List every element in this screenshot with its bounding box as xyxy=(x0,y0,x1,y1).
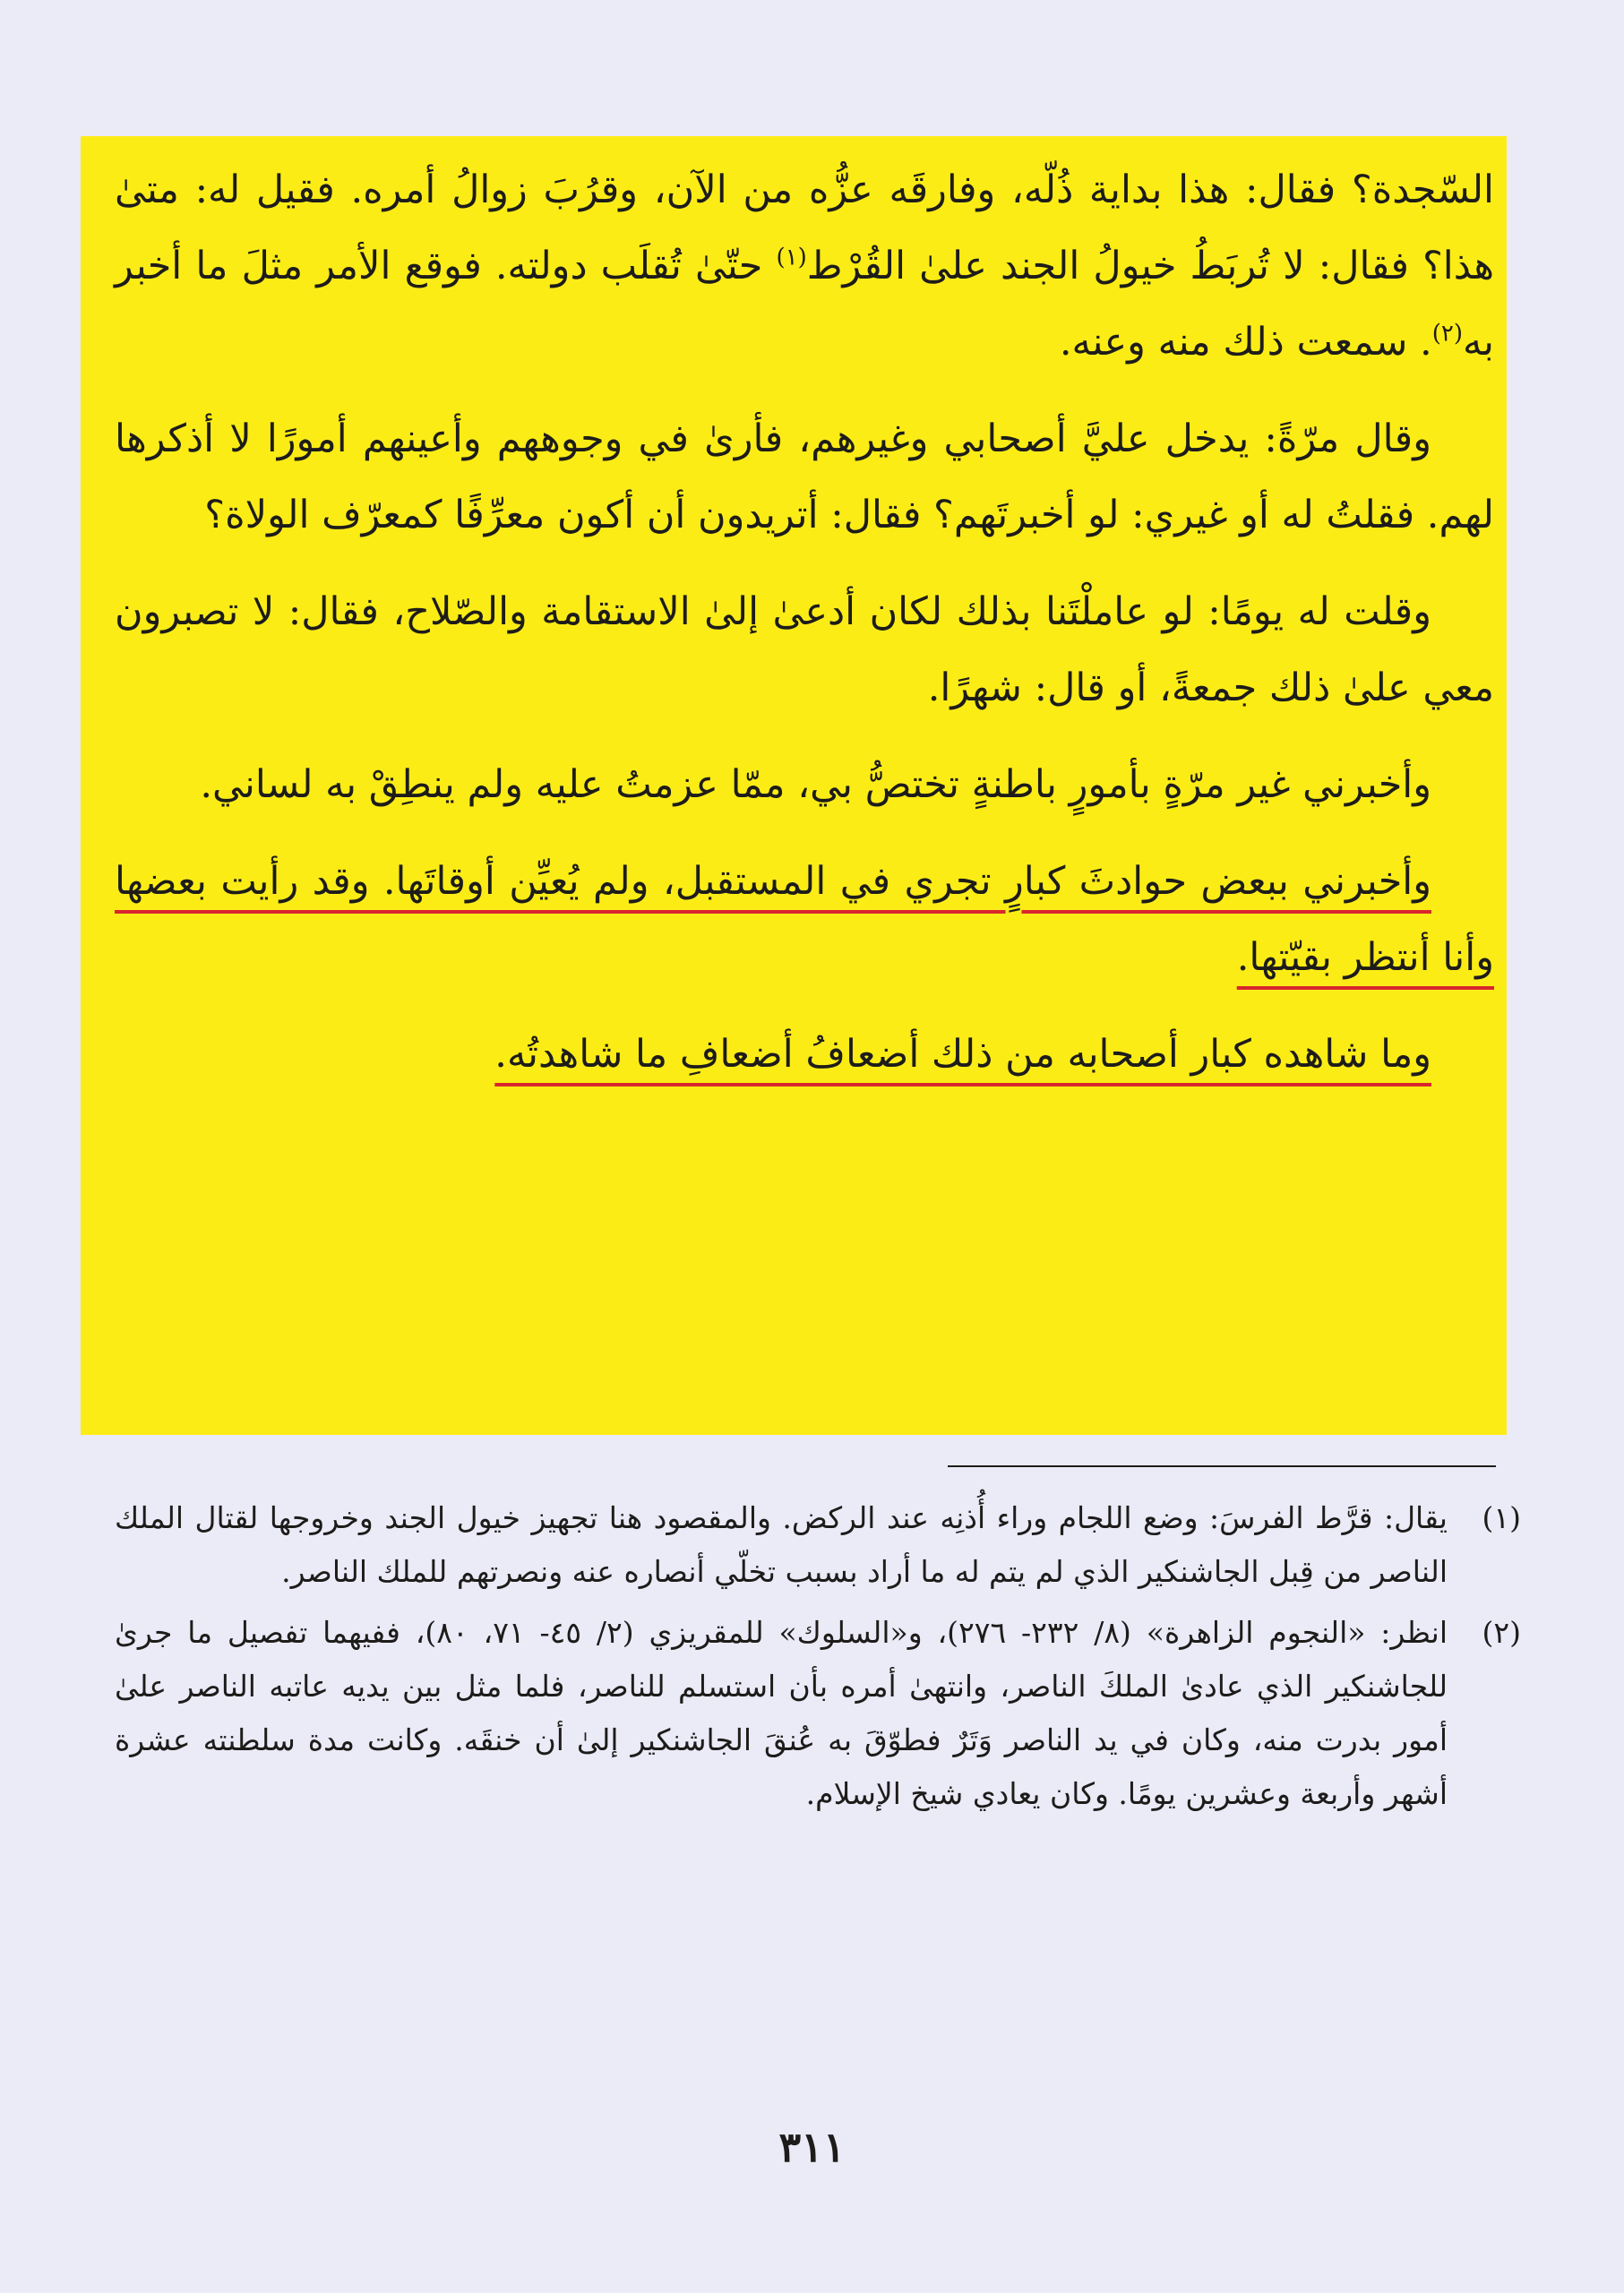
footnotes xyxy=(115,1491,1521,1828)
footnote-divider xyxy=(948,1465,1496,1467)
paragraph-4: وأخبرني غير مرّةٍ بأمورٍ باطنةٍ تختصُّ بي، ممّا عزمتُ عليه ولم ينطِقْ به لساني. xyxy=(200,762,1431,807)
footnote-1 xyxy=(115,1491,1521,1599)
footnote-marker: (٢) xyxy=(1482,1615,1521,1650)
footnote-2 xyxy=(115,1606,1521,1821)
paragraph-1: السّجدة؟ فقال: هذا بداية ذُلّه، وفارقَه عزُّه من الآن، وقرُبَ زوالُ أمره. فقيل له: متىٰ هذا؟ فقال: لا تُربَطُ خيولُ الجند علىٰ القُرْط$^{(١)}$ حتّىٰ تُقلَب دولته. فوقع الأمر مثلَ ما أخبر به$^{(٢)}$. سمعت ذلك منه وعنه. xyxy=(115,167,1494,365)
main-text xyxy=(115,152,1494,1113)
footnote-ref-1[interactable]: (١) xyxy=(776,244,807,271)
footnote-text: انظر: «النجوم الزاهرة» (٨/ ٢٣٢- ٢٧٦)، و«السلوك» للمقريزي (٢/ ٤٥- ٧١، ٨٠)، ففيهما تفصيل ما جرىٰ للجاشنكير الذي عادىٰ الملكَ الناصر، وانتهىٰ أمره بأن استسلم للناصر، فلما مثل بين يديه عاتبه الناصر علىٰ أمور بدرت منه، وكان في يد الناصر وَتَرٌ فطوّقَ به عُنقَ الجاشنكير إلىٰ أن خنقَه. وكانت مدة سلطنته عشرة أشهر وأربعة وعشرين يومًا. وكان يعادي شيخ الإسلام. xyxy=(115,1615,1448,1811)
paragraph-3: وقلت له يومًا: لو عاملْتَنا بذلك لكان أدعىٰ إلىٰ الاستقامة والصّلاح، فقال: لا تصبرون معي علىٰ ذلك جمعةً، أو قال: شهرًا. xyxy=(115,589,1494,710)
paragraph-6-underlined xyxy=(115,1017,1494,1093)
underlined-text: وما شاهده كبار أصحابه من ذلك أضعافُ أضعافِ ما شاهدتُه. xyxy=(494,1032,1431,1077)
footnote-marker: (١) xyxy=(1482,1500,1521,1535)
paragraph-5-underlined xyxy=(115,844,1494,996)
page-number: ٣١١ xyxy=(778,2123,846,2171)
paragraph-2: وقال مرّةً: يدخل عليَّ أصحابي وغيرهم، فأرىٰ في وجوههم وأعينهم أمورًا لا أذكرها لهم. فقلتُ له أو غيري: لو أخبرتَهم؟ فقال: أتريدون أن أكون معرِّفًا كمعرّف الولاة؟ xyxy=(115,417,1494,537)
underlined-text: وأخبرني ببعض حوادثَ كبارٍ تجري في المستقبل، ولم يُعيِّن أوقاتَها. وقد رأيت بعضها وأنا أنتظر بقيّتها. xyxy=(115,859,1494,980)
footnote-text: يقال: قرَّط الفرسَ: وضع اللجام وراء أُذنِه عند الركض. والمقصود هنا تجهيز خيول الجند وخروجها لقتال الملك الناصر من قِبل الجاشنكير الذي لم يتم له ما أراد بسبب تخلّي أنصاره عنه ونصرتهم للملك الناصر. xyxy=(115,1500,1448,1589)
footnote-ref-2[interactable]: (٢) xyxy=(1431,320,1463,348)
